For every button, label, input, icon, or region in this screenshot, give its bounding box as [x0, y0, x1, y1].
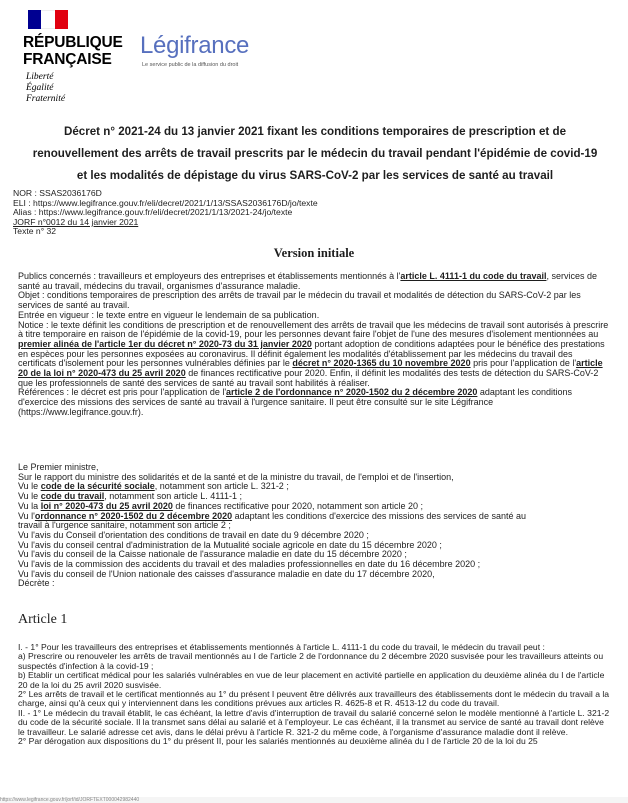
title-line: renouvellement des arrêts de travail prescrits par le médecin du travail pendant l'épidémie de covid-19: [32, 147, 598, 160]
notice-block: [18, 272, 610, 418]
motto: [26, 72, 106, 105]
visa-line: Vu la loi n° 2020-473 du 25 avril 2020 de finances rectificative pour 2020, notamment son article 20 ;: [18, 500, 424, 511]
visa-line: Vu l'avis du conseil de la Caisse nationale de l'assurance maladie en date du 15 décembre 2020 ;: [18, 549, 407, 560]
link-loi-2020-473[interactable]: loi n° 2020-473 du 25 avril 2020: [40, 500, 173, 511]
document-title: [20, 121, 610, 187]
visa-line: travail à l'urgence sanitaire, notamment son article 2 ;: [18, 520, 231, 531]
motto-liberte: Liberté: [26, 72, 54, 82]
entree-en-vigueur: Entrée en vigueur : le texte entre en vigueur le lendemain de sa publication.: [18, 309, 320, 320]
visa-line: Vu l'avis de la commission des accidents du travail et des maladies professionnelles en date du 16 décembre 2020 ;: [18, 559, 481, 570]
visa-line: Vu le code du travail, notamment son article L. 4111-1 ;: [18, 491, 242, 502]
visa-line: Vu l'avis du Conseil d'orientation des conditions de travail en date du 9 décembre 2020 ;: [18, 529, 369, 540]
francaise-word: FRANÇAISE: [23, 51, 112, 68]
objet: Objet : conditions temporaires de prescription des arrêts de travail par le médecin du travail et modalités de détection du SARS-CoV-2 par les services de santé au travail.: [18, 290, 581, 311]
republique-word: RÉPUBLIQUE: [23, 34, 123, 51]
article-paragraph: II. - 1° Le médecin du travail établit, le cas échéant, la lettre d'avis d'interruption de travail du salarié concerné selon le modèle mentionné à l'article L. 321-2 du code de la sécurité sociale. Il la transmet sans délai au salarié et à l'employeur. Le cas échéant, il la transmet au service de santé au travail dont relève le travailleur. Le salarié adresse cet avis, dans le délai prévu à l'article R. 321-2 du même code, à l'organisme d'assurance maladie dont il relève.: [18, 707, 610, 737]
visa-line: Vu le code de la sécurité sociale, notamment son article L. 321-2 ;: [18, 481, 289, 492]
visa-line: Le Premier ministre,: [18, 462, 99, 472]
link-code-securite-sociale[interactable]: code de la sécurité sociale: [40, 481, 155, 492]
texte-number: Texte n° 32: [13, 226, 57, 237]
title-line: Décret n° 2021-24 du 13 janvier 2021 fixant les conditions temporaires de prescription et de: [63, 125, 567, 138]
link-ordonnance-2020-1502[interactable]: ordonnance n° 2020-1502 du 2 décembre 2020: [34, 510, 233, 521]
article-paragraph: 2° Par dérogation aux dispositions du 1° du présent II, pour les salariés mentionnés au deuxième alinéa du I de l'article 20 de la loi du 25: [18, 736, 538, 747]
link-decret-2020-1365[interactable]: décret n° 2020-1365 du 10 novembre 2020: [292, 358, 471, 369]
version-heading: Version initiale: [273, 246, 355, 260]
marianne-flag-icon: [28, 10, 68, 29]
visa-line: Sur le rapport du ministre des solidarités et de la santé et de la ministre du travail, de l'emploi et de l'insertion,: [18, 471, 454, 482]
article-1-body: [18, 643, 612, 746]
motto-egalite: Égalité: [26, 83, 54, 93]
visas-block: [18, 463, 610, 589]
link-code-du-travail[interactable]: code du travail: [40, 491, 105, 502]
legifrance-logo[interactable]: Légifrance: [140, 32, 250, 59]
visa-line: Vu l'ordonnance n° 2020-1502 du 2 décembre 2020 adaptant les conditions d'exercice des missions des services de santé au: [18, 510, 526, 521]
notice-text: Notice : le texte définit les conditions de prescription et de renouvellement des arrêts de travail que les médecins de travail sont autorisés à prescrire à titre temporaire en raison de l'épidémie de la covid-19, pour les personnes devant faire l'objet de l'une des mesures d'isolement mentionnées au premier alinéa de l'article 1er du décret n° 2020-73 du 31 janvier 2020 portant adoption de conditions adaptées pour le bénéfice des prestations en espèces pour les personnes exposées au coronavirus. Il définit également les modalités d'établissement par les médecins du travail des certificats d'isolement pour les personnes vulnérables définies par le décret n° 2020-1365 du 10 novembre 2020 pris pour l'application de l'article 20 de la loi n° 2020-473 du 25 avril 2020 de finances rectificative pour 2020. Enfin, il définit les modalités des tests de détection du SARS-CoV-2 que les professionnels de santé des services de santé au travail sont habilités à réaliser.: [18, 319, 609, 388]
legifrance-tagline: Le service public de la diffusion du droit: [142, 62, 239, 68]
link-article-l4111-1[interactable]: article L. 4111-1 du code du travail: [400, 271, 547, 281]
link-decret-2020-73[interactable]: premier alinéa de l'article 1er du décret n° 2020-73 du 31 janvier 2020: [18, 338, 312, 349]
motto-fraternite: Fraternité: [26, 94, 66, 104]
eli-link[interactable]: ELI : https://www.legifrance.gouv.fr/eli/decret/2021/1/13/SSAS2036176D/jo/texte: [13, 197, 318, 208]
references: Références : le décret est pris pour l'application de l'article 2 de l'ordonnance n° 2020-1502 du 2 décembre 2020 adaptant les conditions d'exercice des missions des services de santé au travail à l'urgence sanitaire. Il peut être consulté sur le site Légifrance (https://www.legifrance.gouv.fr).: [18, 387, 572, 417]
nor-reference: NOR : SSAS2036176D: [13, 188, 102, 198]
visa-line: Vu l'avis du conseil de l'Union nationale des caisses d'assurance maladie en date du 17 décembre 2020,: [18, 568, 435, 579]
article-paragraph: b) Etablir un certificat médical pour les salariés vulnérables en vue de leur placement en activité partielle en application du deuxième alinéa du I de l'article 20 de la loi du 25 avril 2020 susvisée.: [18, 670, 605, 690]
article-paragraph: a) Prescrire ou renouveler les arrêts de travail mentionnés au I de l'article 2 de l'ordonnance du 2 décembre 2020 susvisée pour les travailleurs atteints ou suspectés d'infection à la covid-19 ;: [18, 651, 604, 671]
link-loi-2020-473-art20[interactable]: article 20 de la loi n° 2020-473 du 25 avril 2020: [18, 358, 603, 379]
document-metadata: [13, 189, 318, 237]
visa-line: Vu l'avis du conseil central d'administration de la Mutualité sociale agricole en date du 15 décembre 2020 ;: [18, 539, 442, 550]
title-line: et les modalités de dépistage du virus SARS-CoV-2 par les services de santé au travail: [76, 169, 554, 182]
republique-francaise-logo[interactable]: [23, 34, 143, 68]
link-ordonnance-2020-1502-art2[interactable]: article 2 de l'ordonnance n° 2020-1502 du 2 décembre 2020: [226, 387, 478, 398]
jorf-link[interactable]: JORF n°0012 du 14 janvier 2021: [13, 216, 139, 227]
article-paragraph: I. - 1° Pour les travailleurs des entreprises et établissements mentionnés à l'article L. 4111-1 du code du travail, le médecin du travail peut :: [18, 642, 545, 652]
publics-concernes: Publics concernés : travailleurs et employeurs des entreprises et établissements mentionnés à l'article L. 4111-1 du code du travail, services de santé au travail, médecins du travail, organismes d'assurance maladie.: [18, 271, 597, 291]
alias-link[interactable]: Alias : https://www.legifrance.gouv.fr/eli/decret/2021/1/13/2021-24/jo/texte: [13, 207, 293, 218]
visa-line: Décrète :: [18, 578, 55, 589]
status-bar-url: https://www.legifrance.gouv.fr/jorf/id/JORFTEXT000042982440: [0, 797, 628, 803]
article-1-heading: Article 1: [18, 612, 68, 627]
article-paragraph: 2° Les arrêts de travail et le certificat mentionnés au 1° du présent I peuvent être délivrés aux travailleurs des établissements dont le médecin du travail a la charge, ainsi qu'à ceux qui y interviennent dans les conditions prévues aux articles R. 4625-8 et R. 4513-12 du code du travail.: [18, 689, 610, 709]
